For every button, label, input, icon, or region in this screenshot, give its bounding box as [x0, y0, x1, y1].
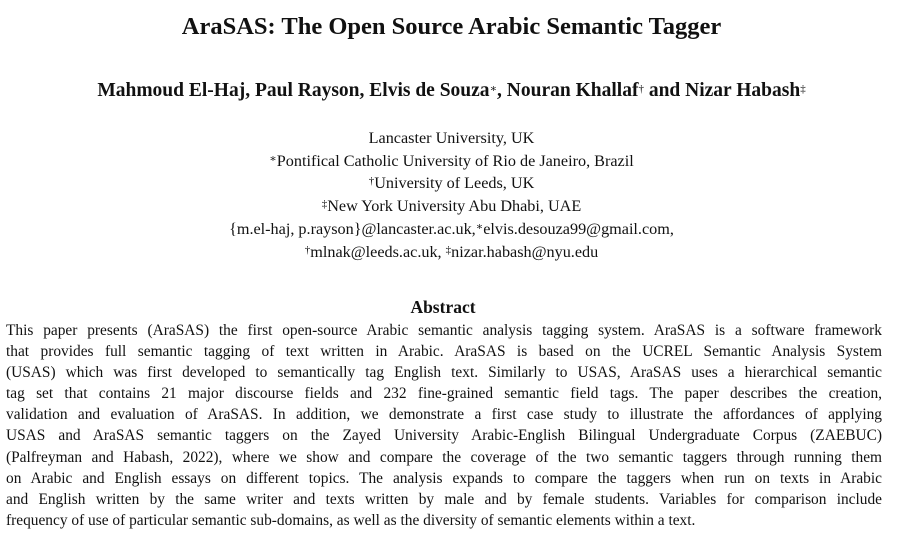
- affiliation-text: Pontifical Catholic University of Rio de Janeiro, Brazil: [276, 151, 634, 170]
- email-text: mlnak@leeds.ac.uk,: [310, 242, 446, 261]
- email-text: nizar.habash@nyu.edu: [451, 242, 599, 261]
- abstract-body: [6, 320, 882, 531]
- affiliation-text: Lancaster University, UK: [368, 129, 535, 147]
- abstract-line: (USAS) which was first developed to semantically tag English text. Similarly to USAS, AraSAS uses a hierarchical semantic: [6, 364, 882, 382]
- abstract-line: (Palfreyman and Habash, 2022), where we show and compare the coverage of the two semantic taggers through running them: [6, 448, 882, 466]
- affiliation-mark: ∗: [489, 83, 498, 95]
- affiliation-mark: ‡: [445, 243, 452, 256]
- abstract-line: on Arabic and English essays on different topics. The analysis expands to compare the taggers when run on texts in Arabic: [6, 469, 882, 487]
- abstract-line: tag set that contains 21 major discourse fields and 232 fine-grained semantic field tags. The paper describes the creation,: [6, 385, 882, 403]
- affiliation-text: University of Leeds, UK: [374, 174, 535, 193]
- author-name: Elvis de Souza: [369, 80, 490, 101]
- affiliation-mark: †: [638, 83, 644, 95]
- affiliation-mark: †: [304, 243, 311, 256]
- author-name: Mahmoud El-Haj: [97, 80, 246, 101]
- author-separator: ,: [497, 80, 507, 101]
- abstract-line: that provides full semantic tagging of text written in Arabic. AraSAS is based on the UCREL Semantic Analysis System: [6, 343, 882, 361]
- abstract-line: validation and evaluation of AraSAS. In addition, we demonstrate a first case study to illustrate the affordances of applying: [6, 406, 882, 424]
- affiliation-mark: ∗: [269, 152, 277, 165]
- author-name: Nouran Khallaf: [506, 80, 639, 101]
- affiliation-text: New York University Abu Dhabi, UAE: [327, 197, 582, 216]
- affiliation-block: [0, 127, 903, 263]
- author-name: Paul Rayson: [254, 80, 360, 101]
- abstract-heading: Abstract: [410, 297, 476, 317]
- affiliation-mark: †: [368, 175, 375, 188]
- affiliation-line: [0, 127, 903, 150]
- author-separator: ,: [359, 80, 370, 101]
- email-line: [0, 218, 903, 241]
- author-name: Nizar Habash: [685, 80, 801, 101]
- affiliation-mark: ‡: [800, 83, 806, 95]
- abstract-line: This paper presents (AraSAS) the first open-source Arabic semantic analysis tagging system. AraSAS is a software framework: [6, 322, 882, 339]
- affiliation-line: [0, 150, 903, 173]
- author-list: [0, 78, 903, 104]
- affiliation-line: [0, 172, 903, 195]
- affiliation-line: [0, 195, 903, 218]
- email-text: elvis.desouza99@gmail.com,: [483, 219, 674, 238]
- affiliation-mark: ∗: [475, 220, 484, 233]
- paper-title: AraSAS: The Open Source Arabic Semantic Tagger: [181, 13, 722, 40]
- affiliation-mark: ‡: [321, 198, 328, 211]
- author-separator: ,: [245, 80, 255, 101]
- email-text: {m.el-haj, p.rayson}@lancaster.ac.uk,: [229, 219, 476, 238]
- email-line: [0, 241, 903, 264]
- abstract-line: USAS and AraSAS semantic taggers on the Zayed University Arabic-English Bilingual Undergraduate Corpus (ZAEBUC): [6, 427, 882, 445]
- abstract-line: and English written by the same writer and texts written by male and by female students. Variables for comparison include: [6, 490, 882, 508]
- author-separator: and: [643, 80, 686, 101]
- abstract-line: frequency of use of particular semantic sub-domains, as well as the diversity of semantic elements within a text.: [6, 511, 696, 529]
